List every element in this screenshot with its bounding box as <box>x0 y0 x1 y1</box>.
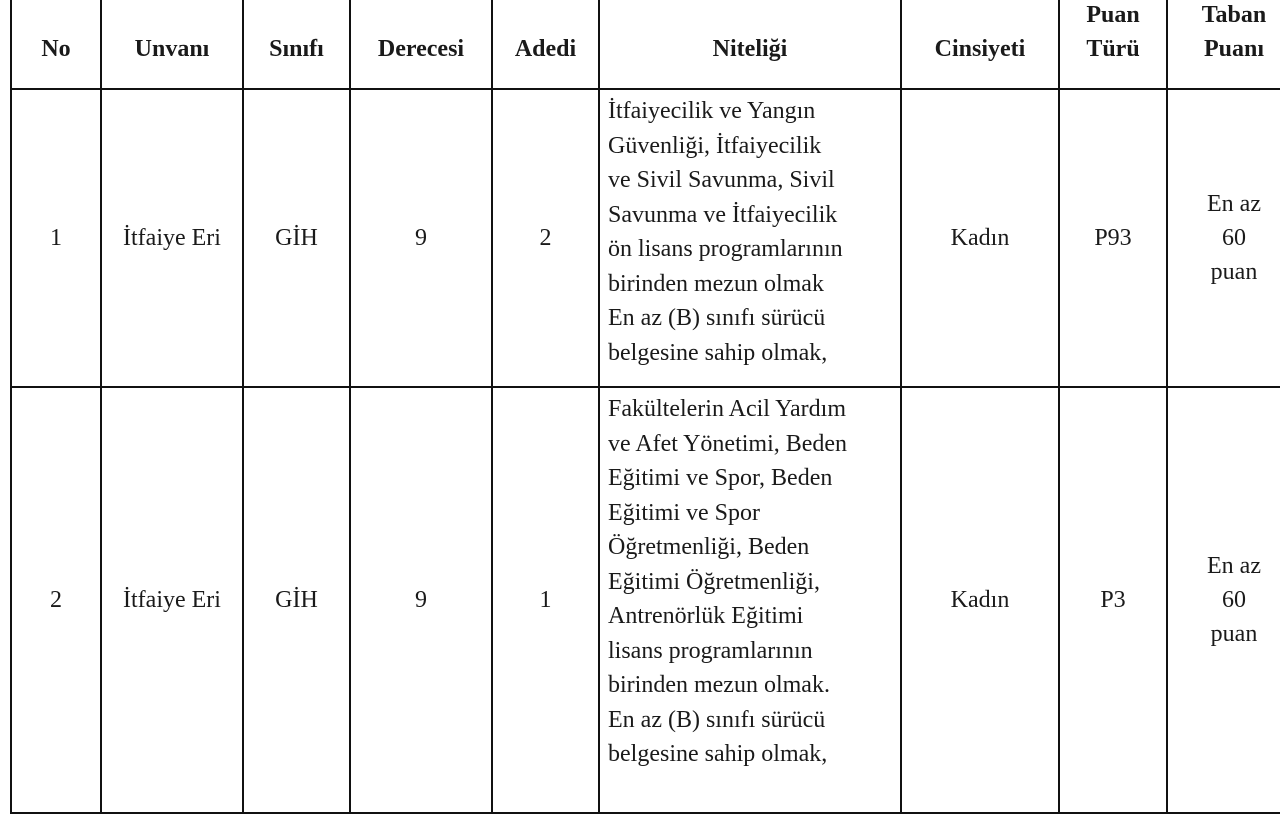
cell-puan-turu: P3 <box>1059 387 1167 813</box>
cell-derecesi: 9 <box>350 387 492 813</box>
header-puan-turu: Puan Türü <box>1059 0 1167 89</box>
cell-adedi: 1 <box>492 387 599 813</box>
header-no: No <box>11 0 101 89</box>
table-header-row <box>11 0 1280 89</box>
cell-cinsiyeti: Kadın <box>901 89 1059 387</box>
header-adedi: Adedi <box>492 0 599 89</box>
cell-taban-puani: En az 60 puan <box>1167 89 1280 387</box>
cell-sinifi: GİH <box>243 387 350 813</box>
cell-taban-puani: En az 60 puan <box>1167 387 1280 813</box>
cell-sinifi: GİH <box>243 89 350 387</box>
cell-no: 1 <box>11 89 101 387</box>
requirements-table <box>10 0 1280 814</box>
cell-adedi: 2 <box>492 89 599 387</box>
header-cinsiyeti: Cinsiyeti <box>901 0 1059 89</box>
cell-niteligi: Fakültelerin Acil Yardım ve Afet Yönetimi, Beden Eğitimi ve Spor, Beden Eğitimi ve Spor Öğretmenliği, Beden Eğitimi Öğretmenliği, Antrenörlük Eğitimi lisans programlarının birinden mezun olmak. En az (B) sınıfı sürücü belgesine sahip olmak, <box>599 387 901 813</box>
cell-unvani: İtfaiye Eri <box>101 387 243 813</box>
cell-no: 2 <box>11 387 101 813</box>
cell-derecesi: 9 <box>350 89 492 387</box>
header-niteligi: Niteliği <box>599 0 901 89</box>
header-sinifi: Sınıfı <box>243 0 350 89</box>
cell-unvani: İtfaiye Eri <box>101 89 243 387</box>
cell-puan-turu: P93 <box>1059 89 1167 387</box>
header-derecesi: Derecesi <box>350 0 492 89</box>
header-unvani: Unvanı <box>101 0 243 89</box>
header-taban-puani: Taban Puanı <box>1167 0 1280 89</box>
table-row <box>11 89 1280 387</box>
cell-cinsiyeti: Kadın <box>901 387 1059 813</box>
cell-niteligi: İtfaiyecilik ve Yangın Güvenliği, İtfaiyecilik ve Sivil Savunma, Sivil Savunma ve İtfaiyecilik ön lisans programlarının birinden mezun olmak En az (B) sınıfı sürücü belgesine sahip olmak, <box>599 89 901 387</box>
table-row <box>11 387 1280 813</box>
